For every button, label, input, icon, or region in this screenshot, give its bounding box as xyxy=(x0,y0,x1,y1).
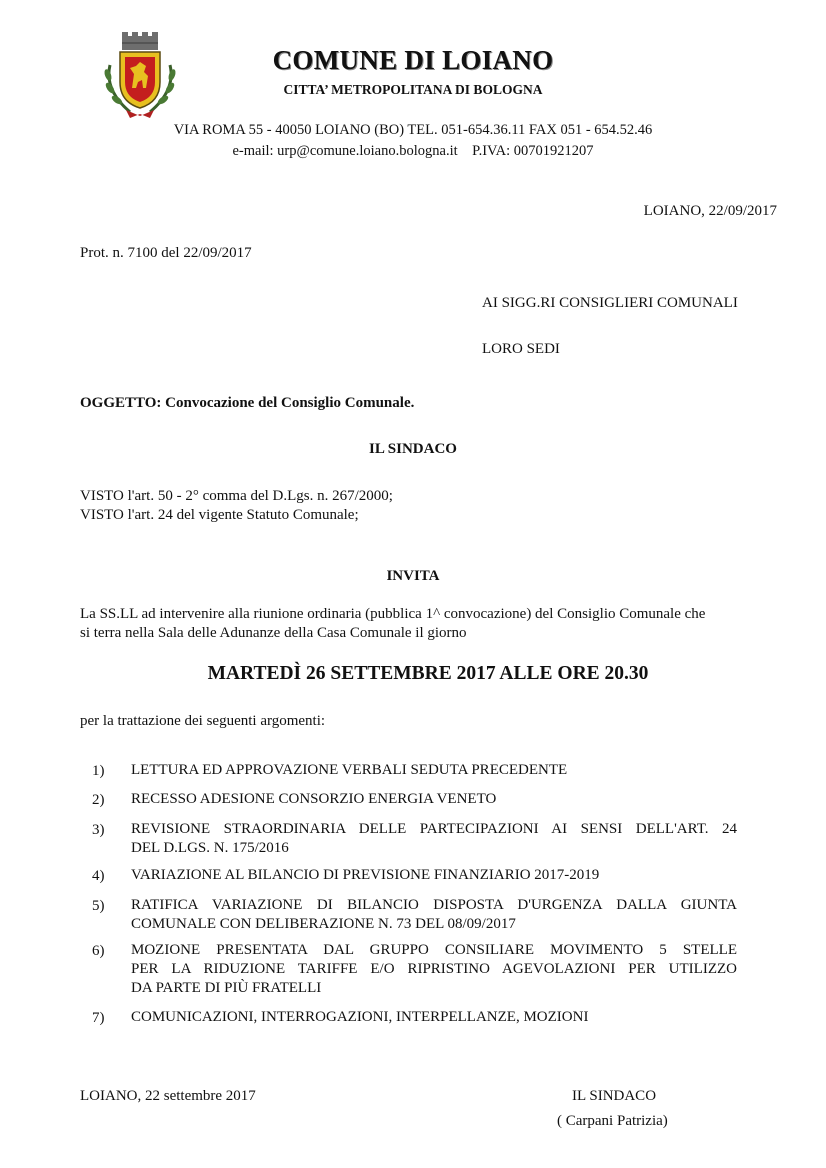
agenda-item-text xyxy=(131,820,737,858)
agenda-item-number: 4) xyxy=(92,868,105,884)
agenda-item-text xyxy=(131,761,737,780)
municipality-subtitle: CITTA’ METROPOLITANA DI BOLOGNA xyxy=(283,82,543,97)
agenda-intro: per la trattazione dei seguenti argomenti: xyxy=(80,713,326,729)
heading-invita: INVITA xyxy=(386,568,440,584)
agenda-item-number: 5) xyxy=(92,898,105,914)
body-paragraph-line: La SS.LL ad intervenire alla riunione ordinaria (pubblica 1^ convocazione) del Consiglio Comunale che xyxy=(80,606,706,622)
visto-line-2: VISTO l'art. 24 del vigente Statuto Comunale; xyxy=(80,507,359,523)
letter-place-date: LOIANO, 22/09/2017 xyxy=(643,203,777,219)
visto-line: VISTO l'art. 50 - 2° comma del D.Lgs. n. 267/2000; xyxy=(80,488,393,504)
agenda-item-number: 7) xyxy=(92,1010,105,1026)
agenda-item-line: COMUNICAZIONI, INTERROGAZIONI, INTERPELLANZE, MOZIONI xyxy=(131,1009,589,1025)
agenda-item-text xyxy=(131,896,737,934)
heading-sindaco: IL SINDACO xyxy=(369,441,457,457)
subject-text: Convocazione del Consiglio Comunale. xyxy=(165,395,415,411)
agenda-item-text xyxy=(131,941,737,998)
agenda-item-line: LETTURA ED APPROVAZIONE VERBALI SEDUTA PRECEDENTE xyxy=(131,762,568,778)
signer-name: ( Carpani Patrizia) xyxy=(557,1113,668,1129)
agenda-item-line: DEL D.LGS. N. 175/2016 xyxy=(131,840,289,856)
body-paragraph-line-2: si terra nella Sala delle Adunanze della Casa Comunale il giorno xyxy=(80,625,467,641)
agenda-item-number: 1) xyxy=(92,763,105,779)
agenda-item-line: RECESSO ADESIONE CONSORZIO ENERGIA VENETO xyxy=(131,791,497,807)
agenda-item-text xyxy=(131,1008,737,1027)
meeting-date-heading: MARTEDÌ 26 SETTEMBRE 2017 ALLE ORE 20.30 xyxy=(207,663,649,684)
footer-place-date: LOIANO, 22 settembre 2017 xyxy=(80,1088,256,1104)
agenda-item-line: DA PARTE DI PIÙ FRATELLI xyxy=(131,980,322,996)
recipient-line-2: LORO SEDI xyxy=(482,341,560,357)
agenda-item-text xyxy=(131,790,737,809)
agenda-item-number: 6) xyxy=(92,943,105,959)
agenda-item-number: 3) xyxy=(92,822,105,838)
agenda-item-text xyxy=(131,866,737,885)
agenda-item-number: 2) xyxy=(92,792,105,808)
agenda-item-line: REVISIONE STRAORDINARIA DELLE PARTECIPAZIONI AI SENSI DELL'ART. 24 xyxy=(131,821,737,837)
agenda-item-line: RATIFICA VARIAZIONE DI BILANCIO DISPOSTA D'URGENZA DALLA GIUNTA xyxy=(131,897,737,913)
recipient-line: AI SIGG.RI CONSIGLIERI COMUNALI xyxy=(482,295,738,311)
subject-label: OGGETTO: xyxy=(80,395,162,411)
protocol-number: Prot. n. 7100 del 22/09/2017 xyxy=(80,245,252,261)
municipality-title: COMUNE DI LOIANO xyxy=(272,45,554,75)
agenda-item-line: COMUNALE CON DELIBERAZIONE N. 73 DEL 08/09/2017 xyxy=(131,916,516,932)
address-line: VIA ROMA 55 - 40050 LOIANO (BO) TEL. 051-654.36.11 FAX 051 - 654.52.46 xyxy=(173,122,653,138)
agenda-item-line: VARIAZIONE AL BILANCIO DI PREVISIONE FINANZIARIO 2017-2019 xyxy=(131,867,600,883)
signer-title: IL SINDACO xyxy=(572,1088,657,1104)
subject-line xyxy=(80,394,414,413)
contact-line: e-mail: urp@comune.loiano.bologna.it P.IVA: 00701921207 xyxy=(232,143,594,159)
agenda-item-line: PER LA RIDUZIONE TARIFFE E/O RIPRISTINO AGEVOLAZIONI PER UTILIZZO xyxy=(131,961,737,977)
agenda-item-line: MOZIONE PRESENTATA DAL GRUPPO CONSILIARE MOVIMENTO 5 STELLE xyxy=(131,942,737,958)
